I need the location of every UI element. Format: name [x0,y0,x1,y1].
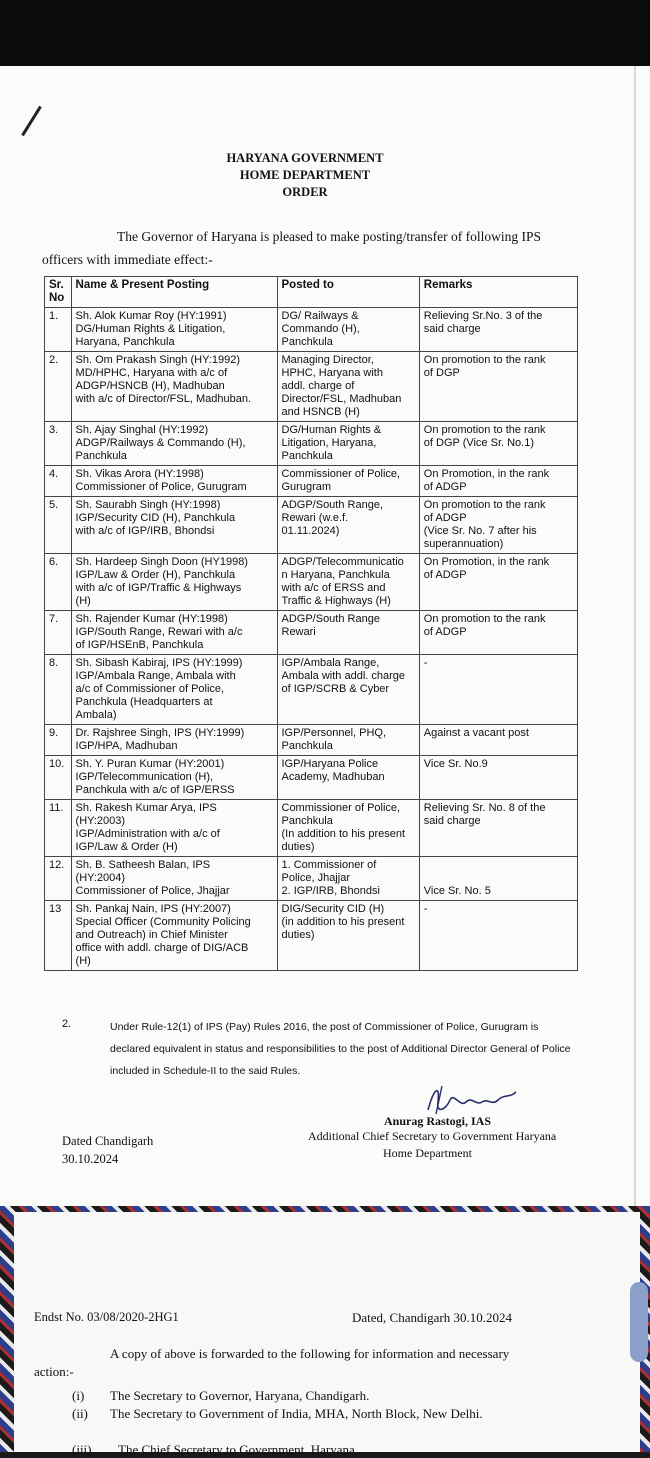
sr-cell: 4. [45,466,72,497]
remarks-cell: On promotion to the rank of DGP [419,352,577,422]
posted-cell: DIG/Security CID (H) (in addition to his present duties) [277,901,419,971]
name-cell: Dr. Rajshree Singh, IPS (HY:1999) IGP/HPA, Madhuban [71,725,277,756]
table-row [45,725,578,756]
table-row [45,901,578,971]
table-header-row [45,277,578,308]
remarks-cell: On Promotion, in the rank of ADGP [419,466,577,497]
name-cell: Sh. Sibash Kabiraj, IPS (HY:1999) IGP/Ambala Range, Ambala with a/c of Commissioner of Police, Panchkula (Headquarters at Ambala) [71,655,277,725]
endorsement-page [14,1212,640,1457]
header-name-posting: Name & Present Posting [71,277,277,308]
header-department: HOME DEPARTMENT [239,168,371,182]
name-cell: Sh. Rajender Kumar (HY:1998) IGP/South Range, Rewari with a/c of IGP/HSEnB, Panchkula [71,611,277,655]
name-cell: Sh. Om Prakash Singh (HY:1992) MD/HPHC, Haryana with a/c of ADGP/HSNCB (H), Madhuban with a/c of Director/FSL, Madhuban. [71,352,277,422]
posted-cell: DG/Human Rights & Litigation, Haryana, Panchkula [277,422,419,466]
name-cell: Sh. Hardeep Singh Doon (HY1998) IGP/Law & Order (H), Panchkula with a/c of IGP/Traffic & Highways (H) [71,554,277,611]
sr-cell: 10. [45,756,72,800]
table-row [45,497,578,554]
dated-place: Dated Chandigarh [62,1134,154,1148]
posted-cell: ADGP/South Range Rewari [277,611,419,655]
sr-cell: 12. [45,857,72,901]
remarks-cell: - [419,655,577,725]
remarks-cell: Relieving Sr. No. 8 of the said charge [419,800,577,857]
remarks-cell: Vice Sr. No.9 [419,756,577,800]
list-item-number: (i) [72,1388,85,1403]
sr-cell: 6. [45,554,72,611]
table-row [45,800,578,857]
posting-table [44,276,578,971]
remarks-cell: Relieving Sr.No. 3 of the said charge [419,308,577,352]
dated-date: 30.10.2024 [62,1152,119,1166]
name-cell: Sh. Saurabh Singh (HY:1998) IGP/Security CID (H), Panchkula with a/c of IGP/IRB, Bhondsi [71,497,277,554]
table-row [45,655,578,725]
posted-cell: 1. Commissioner of Police, Jhajjar 2. IGP/IRB, Bhondsi [277,857,419,901]
signatory-name: Anurag Rastogi, IAS [384,1114,492,1128]
remarks-cell: On promotion to the rank of ADGP [419,611,577,655]
para2-number: 2. [62,1018,72,1030]
posted-cell: ADGP/South Range, Rewari (w.e.f. 01.11.2024) [277,497,419,554]
posted-cell: IGP/Haryana Police Academy, Madhuban [277,756,419,800]
name-cell: Sh. Y. Puran Kumar (HY:2001) IGP/Telecommunication (H), Panchkula with a/c of IGP/ERSS [71,756,277,800]
name-cell: Sh. Alok Kumar Roy (HY:1991) DG/Human Rights & Litigation, Haryana, Panchkula [71,308,277,352]
background-object [630,1282,648,1362]
table-row [45,611,578,655]
name-cell: Sh. Pankaj Nain, IPS (HY:2007) Special Officer (Community Policing and Outreach) in Chief Minister office with addl. charge of DIG/ACB (H) [71,901,277,971]
sr-cell: 1. [45,308,72,352]
table-row [45,857,578,901]
table-row [45,466,578,497]
sr-cell: 2. [45,352,72,422]
posted-cell: Commissioner of Police, Gurugram [277,466,419,497]
name-cell: Sh. Ajay Singhal (HY:1992) ADGP/Railways & Commando (H), Panchkula [71,422,277,466]
endorsement-dated: Dated, Chandigarh 30.10.2024 [352,1310,512,1325]
signatory-department: Home Department [383,1146,472,1160]
list-item: The Chief Secretary to Government, Haryana [118,1442,355,1457]
posted-cell: IGP/Ambala Range, Ambala with addl. charge of IGP/SCRB & Cyber [277,655,419,725]
posted-cell: Managing Director, HPHC, Haryana with addl. charge of Director/FSL, Madhuban and HSNCB (H) [277,352,419,422]
header-sr-no: Sr. No [45,277,72,308]
header-order: ORDER [282,185,328,199]
intro-line-2: officers with immediate effect:- [42,252,213,267]
list-item: The Secretary to Government of India, MHA, North Block, New Delhi. [110,1406,483,1421]
photo-top-border [0,0,650,66]
table-row [45,308,578,352]
remarks-cell: On Promotion, in the rank of ADGP [419,554,577,611]
sr-cell: 9. [45,725,72,756]
sr-cell: 7. [45,611,72,655]
list-item: The Secretary to Governor, Haryana, Chandigarh. [110,1388,370,1403]
sr-cell: 3. [45,422,72,466]
remarks-cell: Vice Sr. No. 5 [419,857,577,901]
table-row [45,422,578,466]
header-government: HARYANA GOVERNMENT [226,151,384,165]
remarks-cell: Against a vacant post [419,725,577,756]
posted-cell: DG/ Railways & Commando (H), Panchkula [277,308,419,352]
endorsement-number: Endst No. 03/08/2020-2HG1 [34,1310,179,1324]
table-row [45,756,578,800]
table-row [45,352,578,422]
signatory-title: Additional Chief Secretary to Government Haryana [308,1129,557,1143]
sr-cell: 8. [45,655,72,725]
remarks-cell: On promotion to the rank of DGP (Vice Sr. No.1) [419,422,577,466]
para2-text: Under Rule-12(1) of IPS (Pay) Rules 2016, the post of Commissioner of Police, Gurugram is declared equivalent in status and responsibilities to the post of Additional Director General of Police included in Schedule-II to the said Rules. [110,1021,571,1077]
name-cell: Sh. Rakesh Kumar Arya, IPS (HY:2003) IGP/Administration with a/c of IGP/Law & Order (H) [71,800,277,857]
sr-cell: 11. [45,800,72,857]
remarks-cell: On promotion to the rank of ADGP (Vice Sr. No. 7 after his superannuation) [419,497,577,554]
copy-line-1: A copy of above is forwarded to the following for information and necessary [110,1346,510,1361]
name-cell: Sh. B. Satheesh Balan, IPS (HY:2004) Commissioner of Police, Jhajjar [71,857,277,901]
list-item-number: (iii) [72,1442,92,1457]
header-posted-to: Posted to [277,277,419,308]
posted-cell: IGP/Personnel, PHQ, Panchkula [277,725,419,756]
intro-line-1: The Governor of Haryana is pleased to make posting/transfer of following IPS [117,229,542,244]
copy-line-2: action:- [34,1364,74,1379]
sr-cell: 5. [45,497,72,554]
posted-cell: ADGP/Telecommunicatio n Haryana, Panchkula with a/c of ERSS and Traffic & Highways (H) [277,554,419,611]
remarks-cell: - [419,901,577,971]
sr-cell: 13 [45,901,72,971]
posted-cell: Commissioner of Police, Panchkula (In addition to his present duties) [277,800,419,857]
page-edge [634,66,636,1206]
name-cell: Sh. Vikas Arora (HY:1998) Commissioner of Police, Gurugram [71,466,277,497]
table-row [45,554,578,611]
list-item-number: (ii) [72,1406,88,1421]
header-remarks: Remarks [419,277,577,308]
